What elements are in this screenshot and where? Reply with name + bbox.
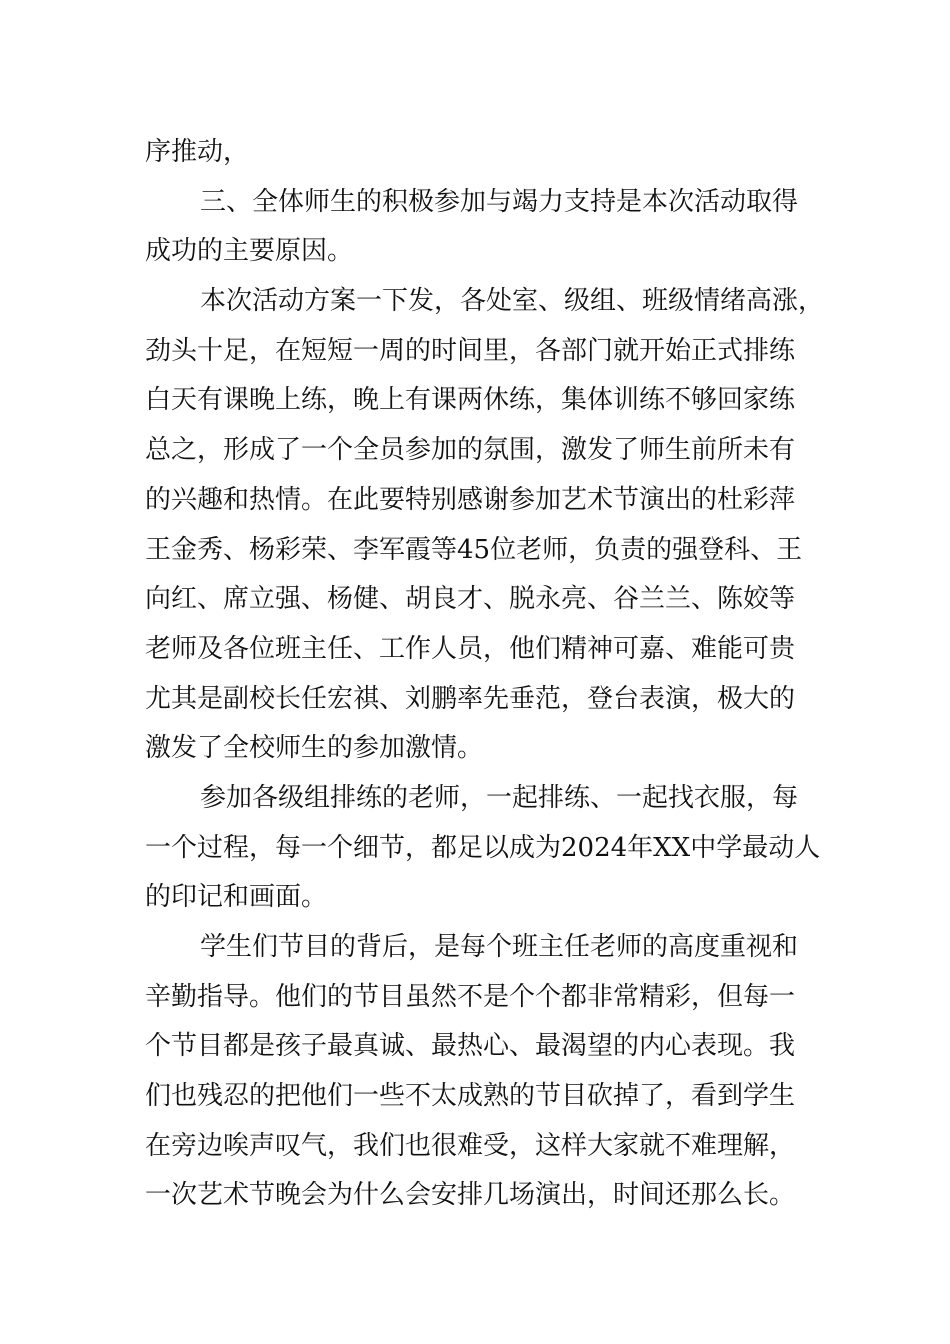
- text-line: 劲头十足，在短短一周的时间里，各部门就开始正式排练: [145, 335, 796, 366]
- text-line: 辛勤指导。他们的节目虽然不是个个都非常精彩，但每一: [145, 981, 796, 1012]
- text-line: 老师及各位班主任、工作人员，他们精神可嘉、难能可贵: [145, 633, 796, 664]
- text-line: 白天有课晚上练，晚上有课两休练，集体训练不够回家练: [145, 385, 796, 416]
- text-line: 一次艺术节晚会为什么会安排几场演出，时间还那么长。: [145, 1180, 796, 1211]
- text-line: 的印记和画面。: [145, 882, 328, 913]
- text-line: 们也残忍的把他们一些不太成熟的节目砍掉了，看到学生: [145, 1081, 796, 1112]
- text-line: 向红、席立强、杨健、胡良才、脱永亮、谷兰兰、陈姣等: [145, 584, 796, 615]
- document-body: [145, 128, 825, 1221]
- text-line: 尤其是副校长任宏祺、刘鹏率先垂范，登台表演，极大的: [145, 683, 796, 714]
- text-line: 参加各级组排练的老师，一起排练、一起找衣服，每: [200, 782, 799, 813]
- text-line: 在旁边唉声叹气，我们也很难受，这样大家就不难理解，: [145, 1130, 796, 1161]
- text-line: 激发了全校师生的参加激情。: [145, 733, 484, 764]
- text-line: 一个过程，每一个细节，都足以成为2024年XX中学最动人: [145, 832, 821, 863]
- text-line: 成功的主要原因。: [145, 236, 354, 267]
- text-line: 王金秀、杨彩荣、李军霞等45位老师，负责的强登科、王: [145, 534, 803, 565]
- text-line: 本次活动方案一下发，各处室、级组、班级情绪高涨，: [200, 286, 825, 317]
- text-line: 的兴趣和热情。在此要特别感谢参加艺术节演出的杜彩萍: [145, 484, 796, 515]
- text-line: 学生们节目的背后，是每个班主任老师的高度重视和: [200, 932, 799, 962]
- text-line: 个节目都是孩子最真诚、最热心、最渴望的内心表现。我: [145, 1031, 796, 1062]
- text-line: 总之，形成了一个全员参加的氛围，激发了师生前所未有: [145, 435, 796, 466]
- text-line: 序推动，: [145, 137, 250, 167]
- text-line: 三、全体师生的积极参加与竭力支持是本次活动取得: [200, 186, 799, 217]
